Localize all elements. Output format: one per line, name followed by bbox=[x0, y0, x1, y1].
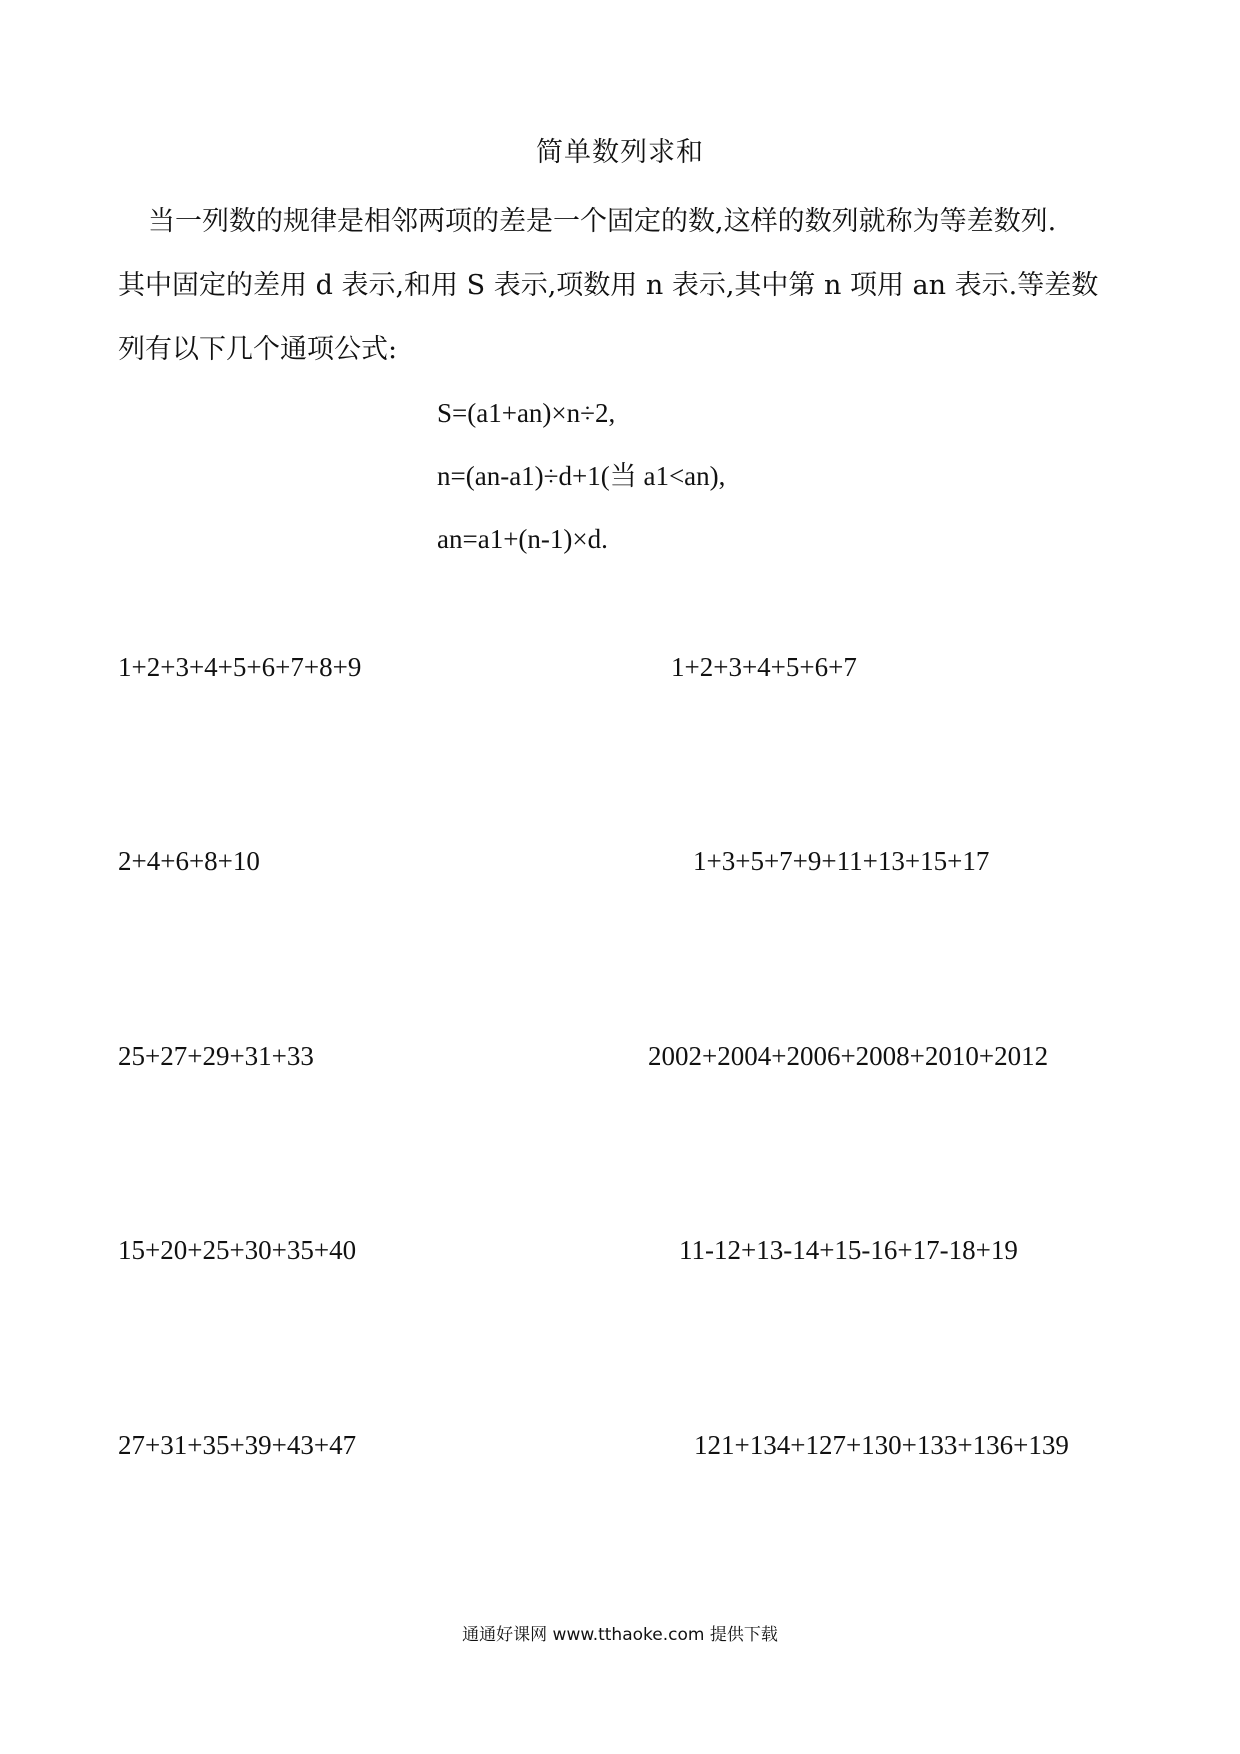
exercise-4-left: 15+20+25+30+35+40 bbox=[118, 1235, 357, 1265]
intro-line-1: 当一列数的规律是相邻两项的差是一个固定的数,这样的数列就称为等差数列. bbox=[148, 206, 1057, 237]
exercise-3-left: 25+27+29+31+33 bbox=[118, 1041, 314, 1071]
formula-list bbox=[437, 382, 725, 571]
exercise-1-left: 1+2+3+4+5+6+7+8+9 bbox=[118, 652, 362, 682]
formula-sum: S=(a1+an)×n÷2, bbox=[437, 398, 616, 428]
formula-nth-term: an=a1+(n-1)×d. bbox=[437, 524, 608, 554]
footer-source: 通通好课网 www.tthaoke.com 提供下载 bbox=[462, 1625, 778, 1645]
exercise-3-right: 2002+2004+2006+2008+2010+2012 bbox=[648, 1041, 1049, 1071]
exercise-4-right: 11-12+13-14+15-16+17-18+19 bbox=[679, 1235, 1018, 1265]
intro-paragraph bbox=[118, 190, 1128, 382]
intro-line-2: 其中固定的差用 d 表示,和用 S 表示,项数用 n 表示,其中第 n 项用 an 表示.等差数 bbox=[118, 270, 1099, 301]
exercise-1-right: 1+2+3+4+5+6+7 bbox=[671, 652, 857, 682]
exercise-5-left: 27+31+35+39+43+47 bbox=[118, 1430, 357, 1460]
formula-count: n=(an-a1)÷d+1(当 a1<an), bbox=[437, 461, 726, 491]
exercise-2-left: 2+4+6+8+10 bbox=[118, 846, 260, 876]
exercise-5-right: 121+134+127+130+133+136+139 bbox=[694, 1430, 1069, 1460]
page-title: 简单数列求和 bbox=[536, 137, 704, 168]
exercise-2-right: 1+3+5+7+9+11+13+15+17 bbox=[693, 846, 990, 876]
intro-line-3: 列有以下几个通项公式: bbox=[118, 334, 398, 365]
